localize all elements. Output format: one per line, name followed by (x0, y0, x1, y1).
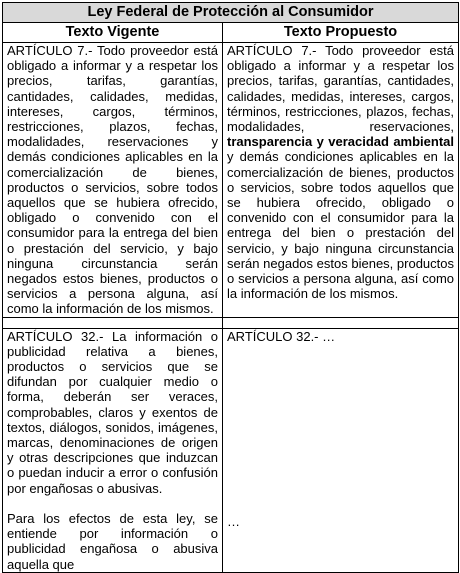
art32-vigente-cell (3, 328, 223, 572)
comparison-table (2, 2, 459, 573)
art7-vigente-cell (3, 43, 223, 318)
art7-propuesto-before: ARTÍCULO 7.- Todo proveedor está obligado a informar y a respetar los precios, tarifas, garantías, cantidades, calidades, medidas, intereses, cargos, términos, restricciones, plazos, fechas, modalidades, reservaciones, (227, 43, 455, 135)
art7-propuesto-cell (223, 43, 459, 318)
art7-propuesto-after: y demás condiciones aplicables en la comercialización de bienes, productos o servicios, sobre todos aquellos que se hubiera ofrecido, obligado o convenido con el consumidor para la entrega del bien o prestación del servicio, y bajo ninguna circunstancia serán negados estos bienes, productos o servicios a persona alguna, así como la información de los mismos. (227, 149, 455, 302)
art32-propuesto-p1: ARTÍCULO 32.- … (227, 328, 336, 344)
art32-vigente-p1: ARTÍCULO 32.- La información o publicidad relativa a bienes, productos o servicios que se difundan por cualquier medio o forma, deberán ser veraces, comprobables, claros y exentos de textos, diálogos, sonidos, imágenes, marcas, denominaciones de origen y otras descripciones que induzcan o puedan inducir a error o confusión por engañosas o abusivas. (7, 328, 218, 496)
art7-propuesto-text (227, 43, 454, 301)
gap-cell-right (223, 317, 459, 328)
column-header-propuesto: Texto Propuesto (223, 23, 459, 43)
art32-propuesto-p2: … (227, 513, 240, 529)
table-title: Ley Federal de Protección al Consumidor (3, 3, 459, 23)
art32-propuesto-cell (223, 328, 459, 572)
art7-vigente-text: ARTÍCULO 7.- Todo proveedor está obligado a informar y a respetar los precios, tarifas, garantías, cantidades, calidades, medidas, intereses, cargos, términos, restricciones, plazos, fechas, modalidades, reservaciones y demás condiciones aplicables en la comercialización de bienes, productos o servicios, sobre todos aquellos que se hubiera ofrecido, obligado o convenido con el consumidor para la entrega del bien o prestación del servicio, y bajo ninguna circunstancia serán negados estos bienes, productos o servicios a persona alguna, así como la información de los mismos. (7, 43, 218, 317)
art7-propuesto-bold: transparencia y veracidad ambiental (227, 134, 455, 150)
art32-vigente-p2: Para los efectos de esta ley, se entiende por información o publicidad engañosa o abusiva aquella que (7, 510, 218, 572)
column-header-vigente: Texto Vigente (3, 23, 223, 43)
gap-cell-left (3, 317, 223, 328)
